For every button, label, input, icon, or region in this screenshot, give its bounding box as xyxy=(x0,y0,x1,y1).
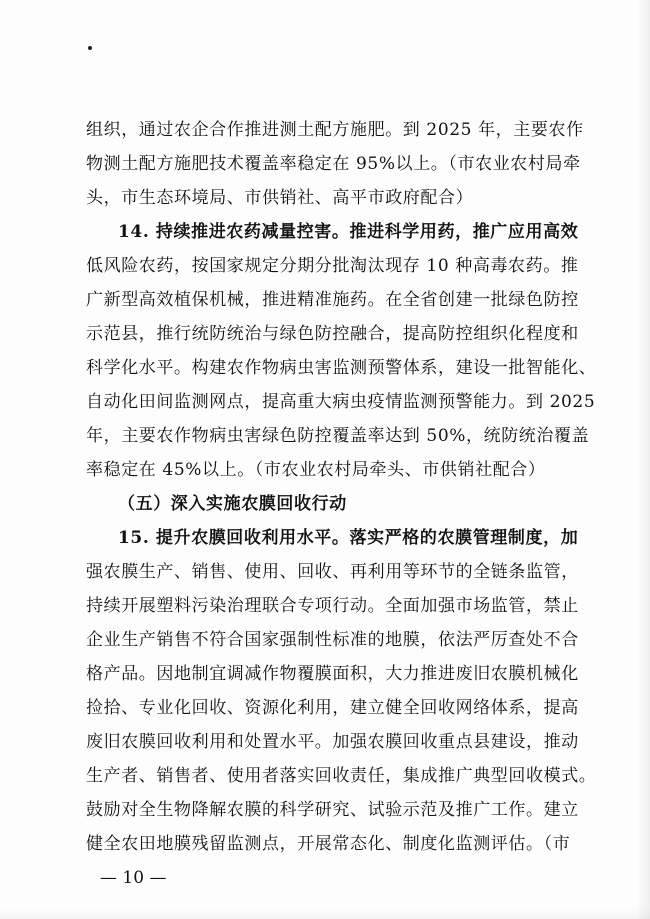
body-line: 物测土配方施肥技术覆盖率稳定在 95%以上。（市农业农村局牵 xyxy=(86,154,581,174)
body-line: 自动化田间监测网点，提高重大病虫疫情监测预警能力。到 2025 xyxy=(86,392,596,412)
body-line: 健全农田地膜残留监测点，开展常态化、制度化监测评估。（市 xyxy=(86,834,571,854)
body-line: 头，市生态环境局、市供销社、高平市政府配合） xyxy=(86,188,474,208)
body-line: 捡拾、专业化回收、资源化利用，建立健全回收网络体系，提高 xyxy=(86,698,579,718)
scan-speck xyxy=(88,46,92,50)
body-line: 科学化水平。构建农作物病虫害监测预警体系，建设一批智能化、 xyxy=(86,358,597,378)
scan-bottom-edge xyxy=(0,909,650,919)
body-line: 年，主要农作物病虫害绿色防控覆盖率达到 50%，统防统治覆盖 xyxy=(86,426,590,446)
page-number: — 10 — xyxy=(100,868,167,888)
body-line: 广新型高效植保机械，推进精准施药。在全省创建一批绿色防控 xyxy=(86,290,579,310)
body-line: 率稳定在 45%以上。（市农业农村局牵头、市供销社配合） xyxy=(86,460,546,480)
subsection-heading-5: （五）深入实施农膜回收行动 xyxy=(118,494,347,514)
body-line: 鼓励对全生物降解农膜的科学研究、试验示范及推广工作。建立 xyxy=(86,800,579,820)
section-heading-14: 14. 持续推进农药减量控害。推进科学用药，推广应用高效 xyxy=(118,222,579,242)
body-line: 持续开展塑料污染治理联合专项行动。全面加强市场监管，禁止 xyxy=(86,596,579,616)
section-heading-15: 15. 提升农膜回收利用水平。落实严格的农膜管理制度，加 xyxy=(118,528,579,548)
body-line: 示范县，推行统防统治与绿色防控融合，提高防控组织化程度和 xyxy=(86,324,579,344)
body-line: 强农膜生产、销售、使用、回收、再利用等环节的全链条监管， xyxy=(86,562,579,582)
body-line: 废旧农膜回收利用和处置水平。加强农膜回收重点县建设，推动 xyxy=(86,732,579,752)
body-line: 生产者、销售者、使用者落实回收责任，集成推广典型回收模式。 xyxy=(86,766,597,786)
body-line: 企业生产销售不符合国家强制性标准的地膜，依法严厉查处不合 xyxy=(86,630,579,650)
body-line: 组织，通过农企合作推进测土配方施肥。到 2025 年，主要农作 xyxy=(86,120,584,140)
scan-edge-shadow xyxy=(636,0,650,919)
body-line: 格产品。因地制宜调减作物覆膜面积，大力推进废旧农膜机械化 xyxy=(86,664,579,684)
body-line: 低风险农药，按国家规定分期分批淘汰现存 10 种高毒农药。推 xyxy=(86,256,579,276)
